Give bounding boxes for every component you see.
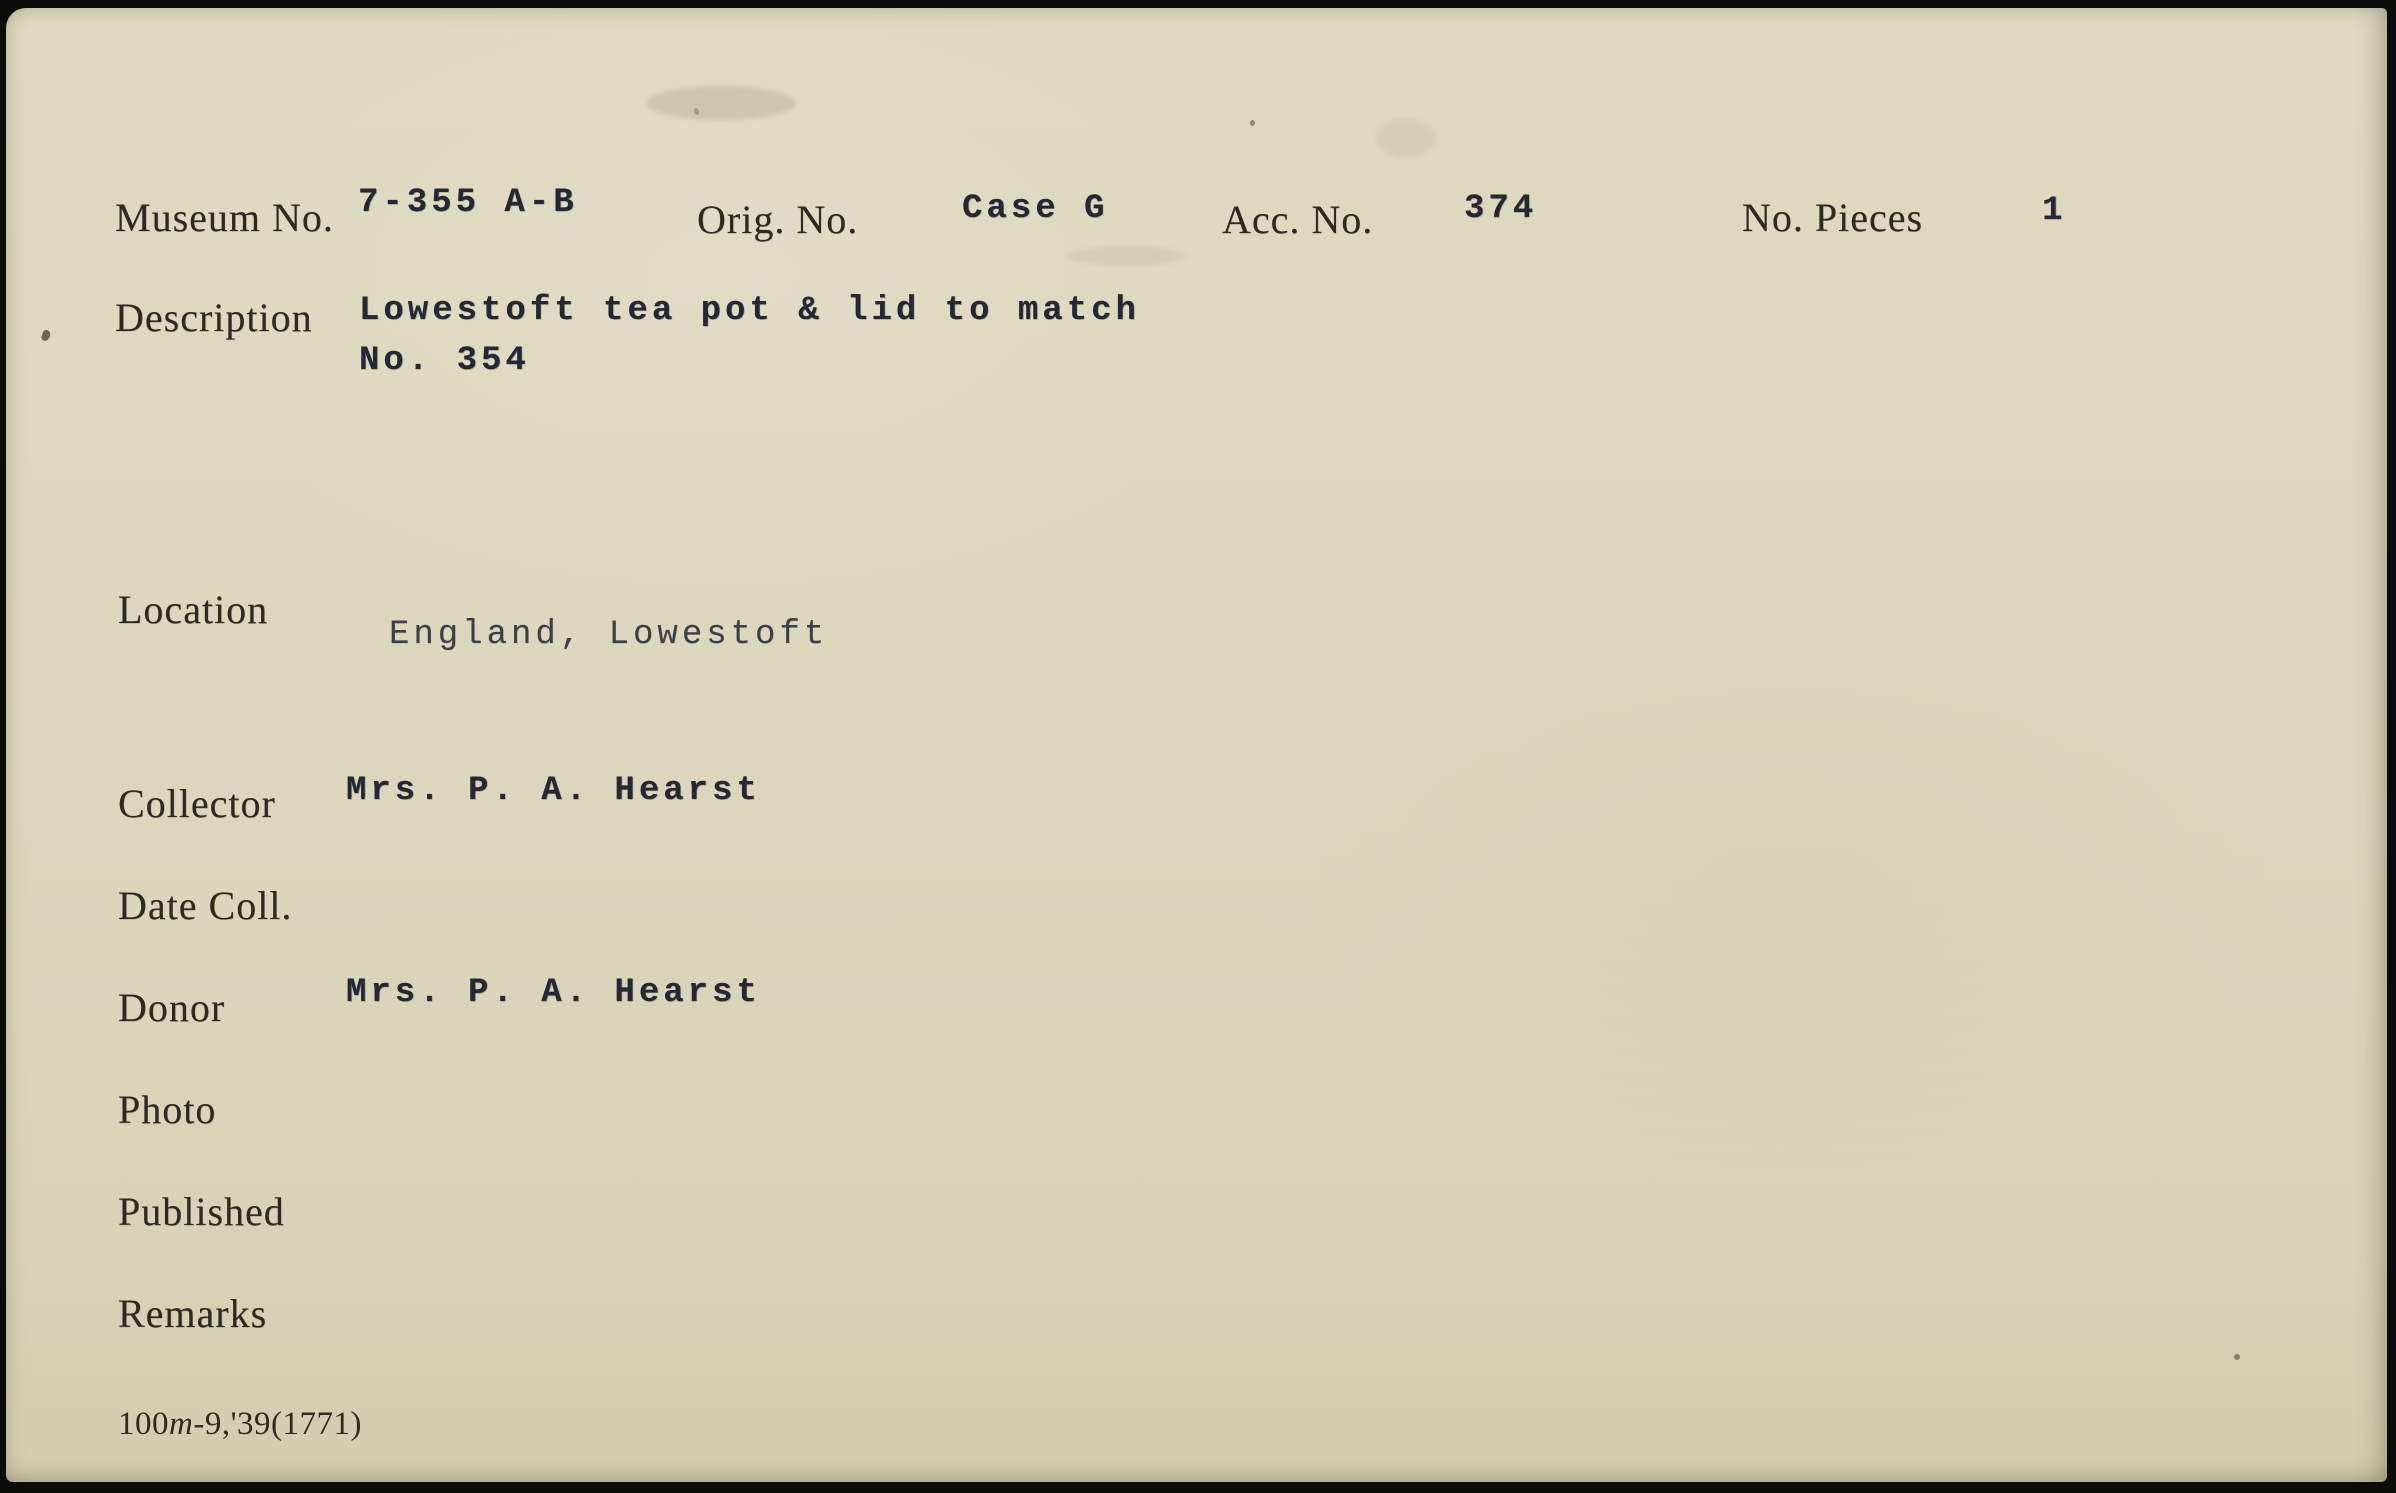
collector-label: Collector	[118, 781, 276, 826]
paper-speck	[2234, 1354, 2240, 1360]
no-pieces-label: No. Pieces	[1742, 195, 1924, 240]
collector-value: Mrs. P. A. Hearst	[346, 772, 761, 810]
orig-no-label: Orig. No.	[697, 197, 859, 242]
description-line2: No. 354	[359, 342, 530, 380]
donor-value: Mrs. P. A. Hearst	[346, 974, 761, 1012]
museum-no-value: 7-355 A-B	[358, 184, 578, 222]
date-coll-label: Date Coll.	[118, 883, 293, 928]
no-pieces-value: 1	[2042, 192, 2067, 230]
acc-no-value: 374	[1464, 190, 1538, 228]
paper-smudge	[646, 86, 796, 120]
form-number-italic: m	[169, 1406, 194, 1442]
donor-label: Donor	[118, 985, 226, 1030]
photo-label: Photo	[118, 1087, 217, 1132]
paper-speck	[40, 329, 51, 342]
location-label: Location	[118, 587, 269, 632]
description-label: Description	[115, 295, 313, 340]
description-line1: Lowestoft tea pot & lid to match	[359, 292, 1140, 330]
remarks-label: Remarks	[118, 1291, 268, 1336]
museum-no-label: Museum No.	[115, 195, 334, 240]
paper-smudge	[1066, 246, 1186, 266]
description-value	[359, 286, 1140, 386]
form-number	[118, 1406, 362, 1443]
published-label: Published	[118, 1189, 285, 1234]
paper-speck	[1250, 120, 1255, 126]
catalog-card	[6, 8, 2387, 1482]
form-number-suffix: -9,'39(1771)	[193, 1406, 363, 1442]
acc-no-label: Acc. No.	[1222, 197, 1374, 242]
location-value: England, Lowestoft	[389, 616, 829, 654]
orig-no-value: Case G	[962, 190, 1109, 228]
form-number-prefix: 100	[118, 1406, 169, 1442]
paper-smudge	[1376, 118, 1436, 158]
